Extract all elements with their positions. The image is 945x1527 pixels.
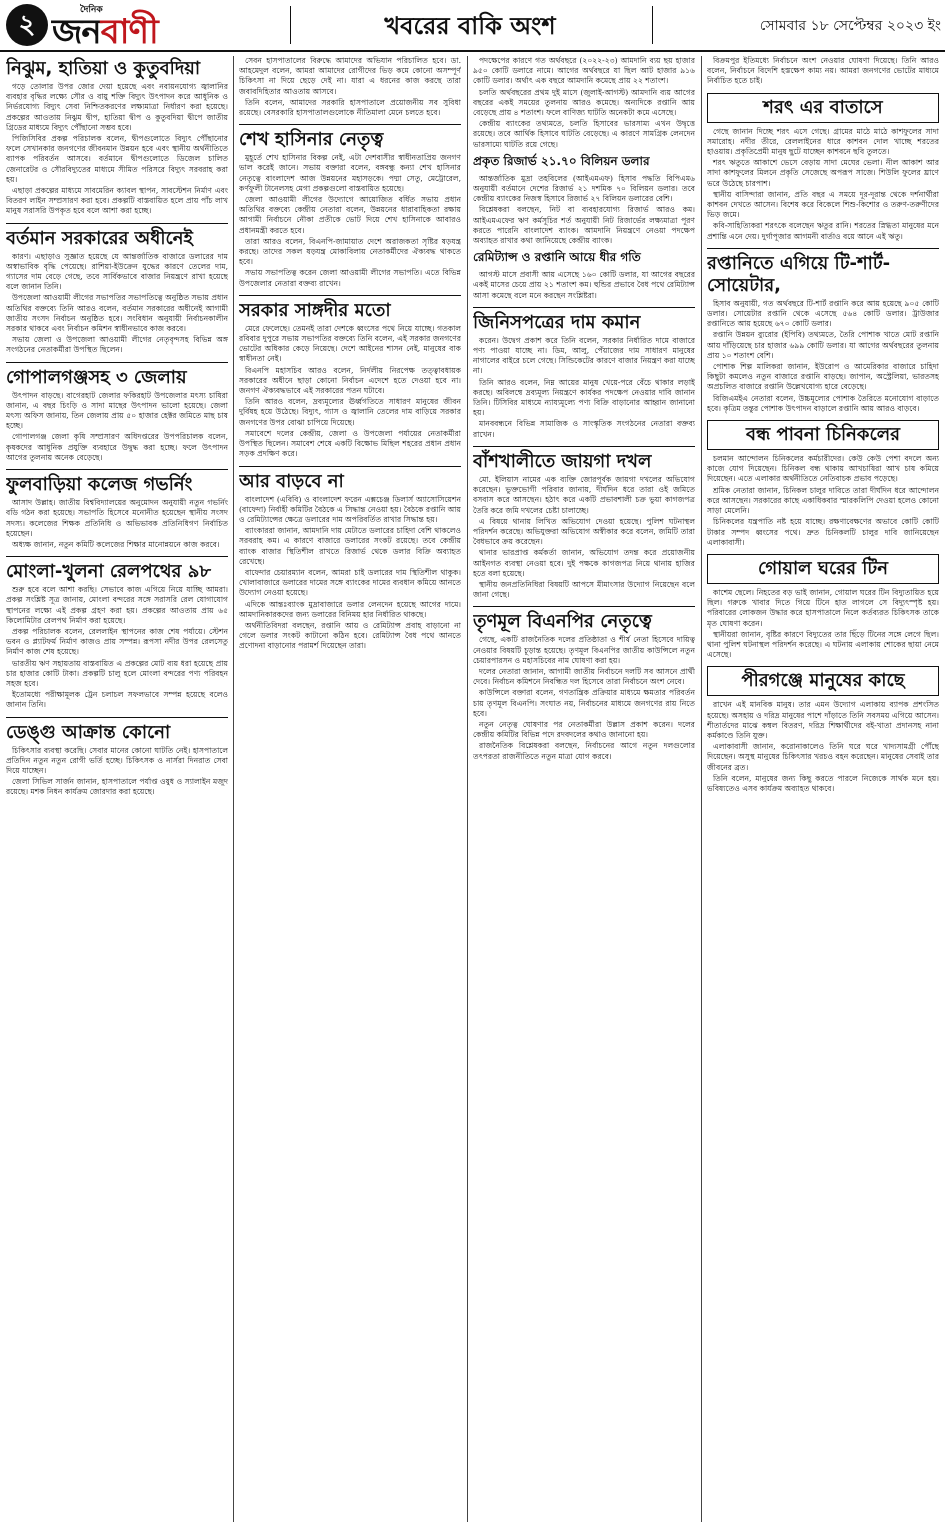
article-body	[707, 56, 939, 87]
article-headline[interactable]: ফুলবাড়িয়া কলেজ গভর্নিং	[6, 469, 228, 496]
article-paragraph: রপ্তানি উন্নয়ন ব্যুরোর (ইপিবি) তথ্যমতে, তৈরি পোশাক খাতে মোট রপ্তানি আয় দাঁড়িয়েছে চার হাজার ৬৯৯ কোটি ডলার। যা আগের অর্থবছরের তুলনায় প্রায় ১০ শতাংশ বেশি।	[707, 330, 939, 360]
article-body	[473, 635, 695, 761]
article-paragraph: জেলা আওয়ামী লীগের উদ্যোগে আয়োজিত বর্ধিত সভায় প্রধান অতিথির বক্তব্যে কেন্দ্রীয় নেতারা বলেন, উন্নয়নের ধারাবাহিকতা রক্ষায় আগামী নির্বাচনে নৌকা প্রতীকে ভোট দিয়ে শেখ হাসিনাকে আবারও প্রধানমন্ত্রী করতে হবে।	[239, 195, 461, 235]
article-body	[707, 588, 939, 660]
article	[707, 248, 939, 414]
article-paragraph: বিক্রমপুর ইতিমধ্যে নির্বাচনে অংশ নেওয়ার ঘোষণা দিয়েছে। তিনি আরও বলেন, নির্বাচনে বিদেশি হস্তক্ষেপ কাম্য নয়। আমরা জনগণের ভোটের মাধ্যমে নির্বাচিত হতে চাই।	[707, 56, 939, 86]
article-paragraph: আসাদ উল্লাহ। জাতীয় বিশ্ববিদ্যালয়ের অনুমোদন অনুযায়ী নতুন গভর্নিং বডি গঠন করা হয়েছে। সভাপতি হিসেবে মনোনীত হয়েছেন স্থানীয় সংসদ সদস্য। কলেজের শিক্ষক প্রতিনিধি ও অভিভাবক প্রতিনিধিগণ নির্বাচিত হয়েছেন।	[6, 498, 228, 538]
article-headline[interactable]: শেখ হাসিনার নেতৃত্ব	[239, 124, 461, 151]
logo-part2: বাণী	[100, 12, 158, 52]
article-paragraph: জেলা সিভিল সার্জন জানান, হাসপাতালে পর্যাপ্ত ওষুধ ও স্যালাইন মজুদ রয়েছে। মশক নিধন কার্যক্রম জোরদার করা হয়েছে।	[6, 777, 228, 797]
article-headline[interactable]: বাঁশখালীতে জায়গা দখল	[473, 446, 695, 473]
article-paragraph: শুরু হবে বলে আশা করছি। সেভাবে কাজ এগিয়ে নিয়ে যাচ্ছি আমরা। প্রকল্প সংশ্লিষ্ট সূত্র জানায়, মোংলা বন্দরের সঙ্গে সরাসরি রেল যোগাযোগ স্থাপনের লক্ষ্যে এই প্রকল্প গ্রহণ করা হয়। প্রকল্পের আওতায় প্রায় ৬৫ কিলোমিটার রেলপথ নির্মাণ করা হয়েছে।	[6, 585, 228, 625]
article-paragraph: এলাকাবাসী জানান, করোনাকালেও তিনি ঘরে ঘরে খাদ্যসামগ্রী পৌঁছে দিয়েছেন। অসুস্থ মানুষের চিকিৎসার খরচও বহন করেছেন। মানুষের সেবাই তার জীবনের ব্রত।	[707, 742, 939, 772]
article-paragraph: সেবন হাসপাতালের বিরুদ্ধে আমাদের অভিযান পরিচালিত হবে। ডা. আহমেদুল বলেন, আমরা আমাদের রোগীদের ভিড় কমে কোনো অসম্পূর্ণ চিকিৎসা না দিয়ে ছেড়ে দেই না। যারা এ ধরনের কাজ করছে তারা জবাবদিহিতার আওতায় আসবে।	[239, 56, 461, 96]
article-headline[interactable]: গোয়াল ঘরের টিন	[707, 554, 939, 584]
article-paragraph: পোশাক শিল্প মালিকরা জানান, ইউরোপ ও আমেরিকার বাজারে চাহিদা কিছুটা কমলেও নতুন বাজারে রপ্তানি বাড়ছে। জাপান, অস্ট্রেলিয়া, ভারতসহ অপ্রচলিত বাজারে রপ্তানি উল্লেখযোগ্য হারে বেড়েছে।	[707, 362, 939, 392]
article-paragraph: ভারতীয় ঋণ সহায়তায় বাস্তবায়িত এ প্রকল্পের মোট ব্যয় ধরা হয়েছে প্রায় চার হাজার কোটি টাকা। প্রকল্পটি চালু হলে মোংলা বন্দরের পণ্য পরিবহন সহজ হবে।	[6, 658, 228, 688]
article-paragraph: সমাবেশে দলের কেন্দ্রীয়, জেলা ও উপজেলা পর্যায়ের নেতাকর্মীরা উপস্থিত ছিলেন। সমাবেশ শেষে একটি বিক্ষোভ মিছিল শহরের প্রধান প্রধান সড়ক প্রদক্ষিণ করে।	[239, 428, 461, 459]
article-body	[6, 252, 228, 356]
article-subhead: প্রকৃত রিজার্ভ ২১.৭০ বিলিয়ন ডলার	[473, 153, 650, 168]
masthead	[0, 0, 945, 52]
article-body	[473, 270, 695, 301]
article-paragraph: গোপালগঞ্জ জেলা কৃষি সম্প্রসারণ অধিদপ্তরের উপপরিচালক বলেন, কৃষকদের আধুনিক প্রযুক্তি ব্যবহারে উদ্বুদ্ধ করা হচ্ছে। ফলে উৎপাদন আগের তুলনায় অনেক বেড়েছে।	[6, 432, 228, 462]
article-body	[707, 127, 939, 242]
article-paragraph: কেন্দ্রীয় ব্যাংকের তথ্যমতে, চলতি হিসাবের ভারসাম্য এখন উদ্বৃত্তে রয়েছে। তবে আর্থিক হিসাবে ঘাটতি বেড়েছে। এ কারণে সামগ্রিক লেনদেন ভারসাম্যে ঘাটতি রয়ে গেছে।	[473, 119, 695, 149]
article	[239, 466, 461, 652]
article	[707, 554, 939, 660]
section-title: খবরের বাকি অংশ	[384, 12, 556, 40]
article-paragraph: অধ্যক্ষ জানান, নতুন কমিটি কলেজের শিক্ষার মানোন্নয়নে কাজ করবে।	[12, 539, 220, 549]
page-number: ২	[6, 4, 48, 46]
article-paragraph: বিজিএমইএ নেতারা বলেন, উচ্চমূল্যের পোশাক তৈরিতে মনোযোগ বাড়াতে হবে। কৃত্রিম তন্তুর পোশাক উৎপাদন বাড়ালে রপ্তানি আয় আরও বাড়বে।	[707, 393, 939, 413]
column-1	[6, 56, 228, 1522]
article	[473, 153, 695, 246]
article-body	[239, 56, 461, 118]
article-headline[interactable]: বর্তমান সরকারের অধীনেই	[6, 223, 228, 250]
article-headline[interactable]: আর বাড়বে না	[239, 466, 461, 493]
article-paragraph: তিনি বলেন, আমাদের সরকারি হাসপাতালে প্রয়োজনীয় সব সুবিধা রয়েছে। বেসরকারি হাসপাতালগুলোকে নীতিমালা মেনে চলতে হবে।	[239, 97, 461, 118]
article-paragraph: ইতোমধ্যে পরীক্ষামূলক ট্রেন চলাচল সফলভাবে সম্পন্ন হয়েছে বলেও জানান তিনি।	[6, 690, 228, 710]
article-paragraph: বিএনপি মহাসচিব আরও বলেন, নির্দলীয় নিরপেক্ষ তত্ত্বাবধায়ক সরকারের অধীনে ছাড়া কোনো নির্বাচন এদেশে হতে দেওয়া হবে না। জনগণ ঐক্যবদ্ধভাবে এই সরকারের পতন ঘটাবে।	[239, 365, 461, 396]
article	[473, 606, 695, 761]
article-paragraph: এদিকে আন্তঃব্যাংক মুদ্রাবাজারে ডলার লেনদেন হয়েছে আগের দামে। আমদানিকারকদের জন্য ডলারের বিনিময় হার নির্ধারিত থাকছে।	[239, 599, 461, 619]
article-headline[interactable]: জিনিসপত্রের দাম কমান	[473, 307, 695, 334]
article-headline[interactable]: ডেঙ্গু আক্রান্ত কোনো	[6, 717, 228, 744]
article-paragraph: স্থানীয়রা জানান, বৃষ্টির কারণে বিদ্যুতের তার ছিঁড়ে টিনের সঙ্গে লেগে ছিল। থানা পুলিশ ঘটনাস্থল পরিদর্শন করেছে। এ ঘটনায় এলাকায় শোকের ছায়া নেমে এসেছে।	[707, 629, 939, 660]
article	[473, 307, 695, 440]
article-body	[707, 700, 939, 794]
article-paragraph: থানার ভারপ্রাপ্ত কর্মকর্তা জানান, অভিযোগ তদন্ত করে প্রয়োজনীয় আইনগত ব্যবস্থা নেওয়া হবে। দুই পক্ষকে কাগজপত্র নিয়ে থানায় হাজির হতে বলা হয়েছে।	[473, 548, 695, 578]
masthead-divider-right	[652, 6, 653, 44]
article-paragraph: বাংলাদেশ (এবিবি) ও বাংলাদেশ ফরেন এক্সচেঞ্জ ডিলার্স অ্যাসোসিয়েশন (বাফেদা) নির্বাহী কমিটির বৈঠকে এ সিদ্ধান্ত নেওয়া হয়। বৈঠকে রপ্তানি আয় ও রেমিট্যান্সের ক্ষেত্রে ডলারের দাম অপরিবর্তিত রাখার সিদ্ধান্ত হয়।	[239, 494, 461, 524]
article-body	[473, 336, 695, 440]
article	[6, 556, 228, 710]
article-headline[interactable]: শরৎ এর বাতাসে	[707, 93, 939, 123]
article-paragraph: শ্রমিক নেতারা জানান, চিনিকল চালুর দাবিতে তারা দীর্ঘদিন ধরে আন্দোলন করে আসছেন। সরকারের কাছে একাধিকবার স্মারকলিপি দেওয়া হলেও কোনো সাড়া মেলেনি।	[707, 485, 939, 516]
article-paragraph: পদক্ষেপের কারণে গত অর্থবছরে (২০২২-২৩) আমদানি ব্যয় ছয় হাজার ৯৫০ কোটি ডলারে নামে। আগের অর্থবছরে যা ছিল আট হাজার ৯১৬ কোটি ডলার। অর্থাৎ এক বছরে আমদানি কমেছে প্রায় ২২ শতাংশ।	[473, 56, 695, 86]
article-paragraph: দলের নেতারা জানান, আগামী জাতীয় নির্বাচনে দলটি সব আসনে প্রার্থী দেবে। নির্বাচন কমিশনে নিবন্ধিত দল হিসেবে তারা নির্বাচনে অংশ নেবে।	[473, 666, 695, 687]
article-paragraph: স্থানীয় বাসিন্দারা জানান, প্রতি বছর এ সময়ে দূর-দূরান্ত থেকে দর্শনার্থীরা কাশবন দেখতে আসেন। বিশেষ করে বিকেলে শিশু-কিশোর ও তরুণ-তরুণীদের ভিড় জমে।	[707, 189, 939, 220]
column-4	[707, 56, 939, 1522]
column-2	[239, 56, 461, 1522]
article-paragraph: কাশেম ছেলে। নিহতের বড় ভাই জানান, গোয়াল ঘরের টিন বিদ্যুতায়িত হয়ে ছিল। গরুকে খাবার দিতে গিয়ে টিনে হাত লাগলে সে বিদ্যুৎস্পৃষ্ট হয়। পরিবারের লোকজন উদ্ধার করে হাসপাতালে নিলে কর্তব্যরত চিকিৎসক তাকে মৃত ঘোষণা করেন।	[707, 587, 939, 628]
article-paragraph: চিনিকলের যন্ত্রপাতি নষ্ট হয়ে যাচ্ছে। রক্ষণাবেক্ষণের অভাবে কোটি কোটি টাকার সম্পদ ধ্বংসের পথে। দ্রুত চিনিকলটি চালুর দাবি জানিয়েছেন এলাকাবাসী।	[707, 517, 939, 547]
article-headline[interactable]: গোপালগঞ্জসহ ৩ জেলায়	[6, 362, 228, 389]
article	[473, 446, 695, 600]
article-paragraph: মুহূর্তে শেখ হাসিনার বিকল্প নেই, এটা দেশবাসীর স্বাধীনতাপ্রিয় জনগণ ভাল করেই জানে। সভায় বক্তারা বলেন, বঙ্গবন্ধু কন্যা শেখ হাসিনার নেতৃত্বে বাংলাদেশ আজ উন্নয়নের মহাসড়কে। পদ্মা সেতু, মেট্রোরেল, কর্ণফুলী টানেলসহ মেগা প্রকল্পগুলো বাস্তবায়িত হয়েছে।	[239, 153, 461, 193]
article-paragraph: সভায় সভাপতিত্ব করেন জেলা আওয়ামী লীগের সভাপতি। এতে বিভিন্ন উপজেলার নেতারা বক্তব্য রাখেন।	[239, 268, 461, 288]
article-subhead: রেমিট্যান্স ও রপ্তানি আয়ে ধীর গতি	[473, 250, 641, 265]
article-headline[interactable]: পীরগঞ্জে মানুষের কাছে	[707, 666, 939, 696]
article-paragraph: চলতি অর্থবছরের প্রথম দুই মাসে (জুলাই-আগস্ট) আমদানি ব্যয় আগের বছরের একই সময়ের তুলনায় আরও কমেছে। অন্যদিকে রপ্তানি আয় বেড়েছে প্রায় ৪ শতাংশ। ফলে বাণিজ্য ঘাটতি অনেকটা কমে এসেছে।	[473, 87, 695, 118]
article-paragraph: পিজিসিবির প্রকল্প পরিচালক বলেন, দ্বীপগুলোতে বিদ্যুৎ পৌঁছানোর ফলে সেখানকার জনগণের জীবনমান উন্নয়ন হবে এবং স্থানীয় অর্থনীতিতে ব্যাপক পরিবর্তন আসবে। বর্তমানে দ্বীপগুলোতে ডিজেল চালিত জেনারেটর ও সৌরবিদ্যুতের মাধ্যমে সীমিত পরিসরে বিদ্যুৎ সরবরাহ করা হয়।	[6, 134, 228, 184]
article-body	[239, 495, 461, 652]
article	[239, 124, 461, 289]
article-paragraph: নতুন নেতৃত্ব ঘোষণার পর নেতাকর্মীরা উল্লাস প্রকাশ করেন। দলের কেন্দ্রীয় কমিটির বিভিন্ন পদে রদবদলের কথাও জানানো হয়।	[473, 719, 695, 740]
article-paragraph: বিশ্লেষকরা বলছেন, নিট বা ব্যবহারযোগ্য রিজার্ভ আরও কম। আইএমএফের ঋণ কর্মসূচির শর্ত অনুযায়ী নিট রিজার্ভের লক্ষ্যমাত্রা পূরণ করতে পারেনি বাংলাদেশ ব্যাংক। আমদানি নিয়ন্ত্রণে নেওয়া পদক্ষেপ অব্যাহত রাখার কথা জানিয়েছে কেন্দ্রীয় ব্যাংক।	[473, 205, 695, 246]
article-body	[707, 299, 939, 414]
article-headline[interactable]: রপ্তানিতে এগিয়ে টি-শার্ট-সোয়েটার,	[707, 248, 939, 297]
article-paragraph: এছাড়া প্রকল্পের মাধ্যমে সাবমেরিন ক্যাবল স্থাপন, সাবস্টেশন নির্মাণ এবং বিতরণ লাইন সম্প্রসারণ করা হবে। প্রকল্পটি বাস্তবায়িত হলে প্রায় পাঁচ লাখ মানুষ সরাসরি উপকৃত হবে বলে আশা করা হচ্ছে।	[6, 186, 228, 216]
article-paragraph: কবি-সাহিত্যিকরা শরৎকে বলেছেন ঋতুর রানি। শরতের স্নিগ্ধতা মানুষের মনে প্রশান্তি এনে দেয়। দুর্গাপূজার আগমনী বার্তাও বয়ে আনে এই ঋতু।	[707, 221, 939, 241]
daily-label: দৈনিক	[80, 5, 103, 15]
article-paragraph: ব্যাংকাররা জানান, আমদানি দায় মেটাতে ডলারের চাহিদা বেশি থাকলেও সরবরাহ কম। এ কারণে বাজারে ডলারের সংকট রয়েছে। তবে কেন্দ্রীয় ব্যাংক বাজার স্থিতিশীল রাখতে রিজার্ভ থেকে ডলার বিক্রি অব্যাহত রেখেছে।	[239, 526, 461, 566]
article-body	[473, 475, 695, 600]
article	[6, 58, 228, 217]
article-paragraph: গড়ে তোলার উপর জোর দেয়া হয়েছে এবং নবায়নযোগ্য জ্বালানির ব্যবহার বৃদ্ধির লক্ষ্যে সৌর ও বায়ু শক্তি বিদ্যুৎ উৎপাদন করে আধুনিক ও নির্ভরযোগ্য বিদ্যুৎ সেবা নিশ্চিতকরণের লক্ষ্যমাত্রা নির্ধারণ করা হয়েছে। প্রকল্পের আওতায় নিঝুম দ্বীপ, হাতিয়া দ্বীপ ও কুতুবদিয়া দ্বীপে জাতীয় গ্রিডের মাধ্যমে বিদ্যুৎ পৌঁছানো সম্ভব হবে।	[6, 82, 228, 132]
article	[707, 56, 939, 87]
article-headline[interactable]: নিঝুম, হাতিয়া ও কুতুবদিয়া	[6, 58, 201, 79]
article-body	[239, 153, 461, 289]
issue-date: সোমবার ১৮ সেপ্টেম্বর ২০২৩ ইং	[759, 18, 941, 34]
article	[473, 249, 695, 301]
newspaper-logo	[52, 6, 158, 63]
article	[239, 295, 461, 460]
article-paragraph: মো. ইলিয়াস নামের এক ব্যক্তি জোরপূর্বক জায়গা দখলের অভিযোগ করেছেন। ভুক্তভোগী পরিবার জানায়, দীর্ঘদিন ধরে তারা ওই জমিতে বসবাস করে আসছেন। হঠাৎ করে একটি প্রভাবশালী চক্র ভুয়া কাগজপত্র তৈরি করে জমি দখলের চেষ্টা চালাচ্ছে।	[473, 474, 695, 515]
article	[707, 93, 939, 242]
article-body	[473, 56, 695, 150]
article-paragraph: প্রকল্প পরিচালক বলেন, রেললাইন স্থাপনের কাজ শেষ পর্যায়ে। স্টেশন ভবন ও প্ল্যাটফর্ম নির্মাণ কাজও প্রায় সম্পন্ন। রূপসা নদীর উপর রেলসেতু নির্মাণ কাজ শেষ হয়েছে।	[6, 626, 228, 657]
article-body	[239, 324, 461, 460]
article-paragraph: মেরে ফেলেছে। তেমনই তারা দেশকে ধ্বংসের পথে নিয়ে যাচ্ছে। গতকাল রবিবার দুপুরে সভায় সভাপতির বক্তব্যে তিনি বলেন, এই সরকার জনগণের ভোটের অধিকার কেড়ে নিয়েছে। দেশে আইনের শাসন নেই, মানুষের বাক স্বাধীনতা নেই।	[239, 323, 461, 364]
column-rule	[467, 56, 468, 1522]
article-body	[6, 585, 228, 710]
masthead-divider-left	[290, 6, 291, 44]
article-paragraph: আন্তর্জাতিক মুদ্রা তহবিলের (আইএমএফ) হিসাব পদ্ধতি বিপিএম৬ অনুযায়ী বর্তমানে দেশের রিজার্ভ ২১ দশমিক ৭০ বিলিয়ন ডলার। তবে কেন্দ্রীয় ব্যাংকের নিজস্ব হিসাবে রিজার্ভ ২৭ বিলিয়ন ডলারের বেশি।	[473, 173, 695, 204]
article-paragraph: তারা আরও বলেন, বিএনপি-জামায়াত দেশে অরাজকতা সৃষ্টির ষড়যন্ত্র করছে। তাদের সকল ষড়যন্ত্র মোকাবিলায় নেতাকর্মীদের ঐক্যবদ্ধ থাকতে হবে।	[239, 236, 461, 267]
article-headline[interactable]: বন্ধ পাবনা চিনিকলের	[707, 420, 939, 450]
article-paragraph: অর্থনীতিবিদরা বলছেন, রপ্তানি আয় ও রেমিট্যান্স প্রবাহ বাড়ানো না গেলে ডলার সংকট কাটানো কঠিন হবে। রেমিট্যান্স বৈধ পথে আনতে প্রণোদনা বাড়ানোর পরামর্শ দিয়েছেন তারা।	[239, 620, 461, 651]
article-paragraph: গেছে জানান দিচ্ছে শরৎ এসে গেছে। গ্রামের মাঠে মাঠে কাশফুলের সাদা সমারোহ। নদীর তীরে, রেললাইনের ধারে কাশবন দোল খাচ্ছে শরতের হাওয়ায়। প্রকৃতিপ্রেমী মানুষ ছুটে যাচ্ছেন কাশবনে ছবি তুলতে।	[707, 126, 939, 157]
article-paragraph: রাজনৈতিক বিশ্লেষকরা বলছেন, নির্বাচনের আগে নতুন দলগুলোর তৎপরতা রাজনীতিতে নতুন মাত্রা যোগ করবে।	[473, 741, 695, 761]
article-body	[6, 746, 228, 798]
logo-part1: জন	[52, 12, 101, 52]
article-paragraph: চিকিৎসার ব্যবস্থা করেছি। সেবার মানের কোনো ঘাটতি নেই। হাসপাতালে প্রতিদিন নতুন নতুন রোগী ভর্তি হচ্ছে। চিকিৎসক ও নার্সরা দিনরাত সেবা দিয়ে যাচ্ছেন।	[6, 745, 228, 775]
article-paragraph: হিসাব অনুযায়ী, গত অর্থবছরে টি-শার্ট রপ্তানি করে আয় হয়েছে ৯০৫ কোটি ডলার। সোয়েটার রপ্তানি থেকে এসেছে ৫৬৪ কোটি ডলার। ট্রাউজার রপ্তানিতে আয় হয়েছে ৬৭০ কোটি ডলার।	[707, 298, 939, 329]
article-body	[6, 391, 228, 463]
article-paragraph: তিনি আরও বলেন, নিম্ন আয়ের মানুষ খেয়ে-পরে বেঁচে থাকার লড়াই করছে। অবিলম্বে দ্রব্যমূল্য নিয়ন্ত্রণে কার্যকর পদক্ষেপ নেওয়ার দাবি জানান তিনি। টিসিবির মাধ্যমে ন্যায্যমূল্যে পণ্য বিক্রি বাড়ানোর আহ্বান জানানো হয়।	[473, 377, 695, 418]
article	[707, 420, 939, 548]
article-paragraph: উপজেলা আওয়ামী লীগের সভাপতির সভাপতিত্বে অনুষ্ঠিত সভায় প্রধান অতিথির বক্তব্যে তিনি আরও বলেন, বর্তমান সরকারের অধীনেই আগামী জাতীয় সংসদ নির্বাচন অনুষ্ঠিত হবে। সংবিধান অনুযায়ী নির্বাচনকালীন সরকার থাকবে এবং নির্বাচন কমিশন স্বাধীনভাবে কাজ করবে।	[6, 293, 228, 334]
column-3	[473, 56, 695, 1522]
article-paragraph: রাখেন এই মানবিক মানুষ। তার এমন উদ্যোগ এলাকায় ব্যাপক প্রশংসিত হয়েছে। অসহায় ও দরিদ্র মানুষের পাশে দাঁড়াতে তিনি সবসময় এগিয়ে আসেন। শীতার্তদের মাঝে কম্বল বিতরণ, দরিদ্র শিক্ষার্থীদের বই-খাতা প্রদানসহ নানা কর্মকাণ্ডে তিনি যুক্ত।	[707, 700, 939, 740]
article	[239, 56, 461, 118]
article-paragraph: বাফেদার চেয়ারম্যান বলেন, আমরা চাই ডলারের দাম স্থিতিশীল থাকুক। খোলাবাজারে ডলারের দামের সঙ্গে ব্যাংকের দামের ব্যবধান কমিয়ে আনতে উদ্যোগ নেওয়া হয়েছে।	[239, 567, 461, 598]
article	[6, 469, 228, 550]
article-paragraph: তিনি আরও বলেন, দ্রব্যমূল্যের ঊর্ধ্বগতিতে সাধারণ মানুষের জীবন দুর্বিষহ হয়ে উঠেছে। বিদ্যুৎ, গ্যাস ও জ্বালানি তেলের দাম বাড়িয়ে সরকার জনগণের উপর বোঝা চাপিয়ে দিয়েছে।	[239, 397, 461, 427]
column-rule	[233, 56, 234, 1522]
article-headline[interactable]: মোংলা-খুলনা রেলপথের ৯৮	[6, 556, 228, 583]
column-rule	[701, 56, 702, 1522]
article-headline[interactable]: সরকার সাঙ্গদীর মতো	[239, 295, 461, 322]
article	[6, 223, 228, 356]
article-paragraph: শরৎ ঋতুতে আকাশে ভেসে বেড়ায় সাদা মেঘের ভেলা। নীল আকাশ আর সাদা কাশফুলের মিলনে প্রকৃতি সেজেছে অপরূপ সাজে। শিউলি ফুলের ঘ্রাণে ভরে উঠেছে চারপাশ।	[707, 158, 939, 188]
article-headline[interactable]: তৃণমূল বিএনপির নেতৃত্বে	[473, 606, 695, 633]
article-paragraph: মানববন্ধনে বিভিন্ন সামাজিক ও সাংস্কৃতিক সংগঠনের নেতারা বক্তব্য রাখেন।	[473, 419, 695, 439]
article-paragraph: কারণ। এছাড়াও সুজ্ঞাত হয়েছে যে আন্তর্জাতিক বাজারে ডলারের দাম অস্বাভাবিক বৃদ্ধি পেয়েছে। রাশিয়া-ইউক্রেন যুদ্ধের কারণে তেলের দাম, গ্যাসের দাম বেড়ে গেছে, তবে সার্বিকভাবে বাজার নিয়ন্ত্রণে রাখা হয়েছে বলে জানান তিনি।	[6, 251, 228, 292]
article-paragraph: তিনি বলেন, মানুষের জন্য কিছু করতে পারলে নিজেকে সার্থক মনে হয়। ভবিষ্যতেও এসব কার্যক্রম অব্যাহত থাকবে।	[707, 773, 939, 793]
article	[473, 56, 695, 150]
article-body	[707, 454, 939, 548]
article-paragraph: উৎপাদন বাড়ছে। বাগেরহাট জেলার ফকিরহাট উপজেলার মৎস্য চাষিরা জানান, এ বছর চিংড়ি ও সাদা মাছের উৎপাদন ভালো হয়েছে। জেলা মৎস্য অফিস জানায়, তিন জেলায় প্রায় ৫০ হাজার হেক্টর জমিতে মাছ চাষ হচ্ছে।	[6, 390, 228, 431]
article-body	[473, 174, 695, 246]
article-paragraph: সভায় জেলা ও উপজেলা আওয়ামী লীগের নেতৃবৃন্দসহ বিভিন্ন অঙ্গ সংগঠনের নেতাকর্মীরা উপস্থিত ছিলেন।	[6, 335, 228, 355]
article-paragraph: গেছে, একটি রাজনৈতিক দলের প্রতিষ্ঠাতা ও শীর্ষ নেতা হিসেবে দায়িত্ব নেওয়ার বিষয়টি চূড়ান্ত হয়েছে। তৃণমূল বিএনপির জাতীয় কাউন্সিলে নতুন চেয়ারপারসন ও মহাসচিবের নাম ঘোষণা করা হয়।	[473, 635, 695, 665]
article-paragraph: স্থানীয় জনপ্রতিনিধিরা বিষয়টি আপসে মীমাংসার উদ্যোগ নিয়েছেন বলে জানা গেছে।	[473, 579, 695, 600]
article-body	[6, 82, 228, 217]
article-paragraph: এ বিষয়ে থানায় লিখিত অভিযোগ দেওয়া হয়েছে। পুলিশ ঘটনাস্থল পরিদর্শন করেছে। অভিযুক্তরা অভিযোগ অস্বীকার করে বলেন, জমিটি তারা বৈধভাবে ক্রয় করেছেন।	[473, 516, 695, 547]
article-paragraph: চলমান আন্দোলন চিনিকলের কর্মচারীদের। কেউ কেউ পেশা বদলে অন্য কাজে যোগ দিয়েছেন। চিনিকল বন্ধ থাকায় আখচাষিরা আখ চাষ কমিয়ে দিয়েছেন। এতে এলাকার অর্থনীতিতে নেতিবাচক প্রভাব পড়েছে।	[707, 454, 939, 484]
article	[6, 717, 228, 798]
article	[6, 362, 228, 463]
article-paragraph: কাউন্সিলে বক্তারা বলেন, গণতান্ত্রিক প্রক্রিয়ার মাধ্যমে ক্ষমতার পরিবর্তন চায় তৃণমূল বিএনপি। সংঘাত নয়, নির্বাচনের মাধ্যমে জনগণের রায় নিতে হবে।	[473, 688, 695, 718]
article-paragraph: করেন। উদ্বেগ প্রকাশ করে তিনি বলেন, সরকার নির্ধারিত দামে বাজারে পণ্য পাওয়া যাচ্ছে না। ডিম, আলু, পেঁয়াজের দাম সাধারণ মানুষের নাগালের বাইরে চলে গেছে। সিন্ডিকেটের কারণে বাজার নিয়ন্ত্রণ করা যাচ্ছে না।	[473, 335, 695, 376]
article	[707, 666, 939, 794]
article-body	[6, 498, 228, 550]
article-paragraph: আগস্ট মাসে প্রবাসী আয় এসেছে ১৬০ কোটি ডলার, যা আগের বছরের একই মাসের চেয়ে প্রায় ২১ শতাংশ কম। হুন্ডির প্রভাবে বৈধ পথে রেমিট্যান্স আসা কমেছে বলে মনে করছেন সংশ্লিষ্টরা।	[473, 270, 695, 300]
